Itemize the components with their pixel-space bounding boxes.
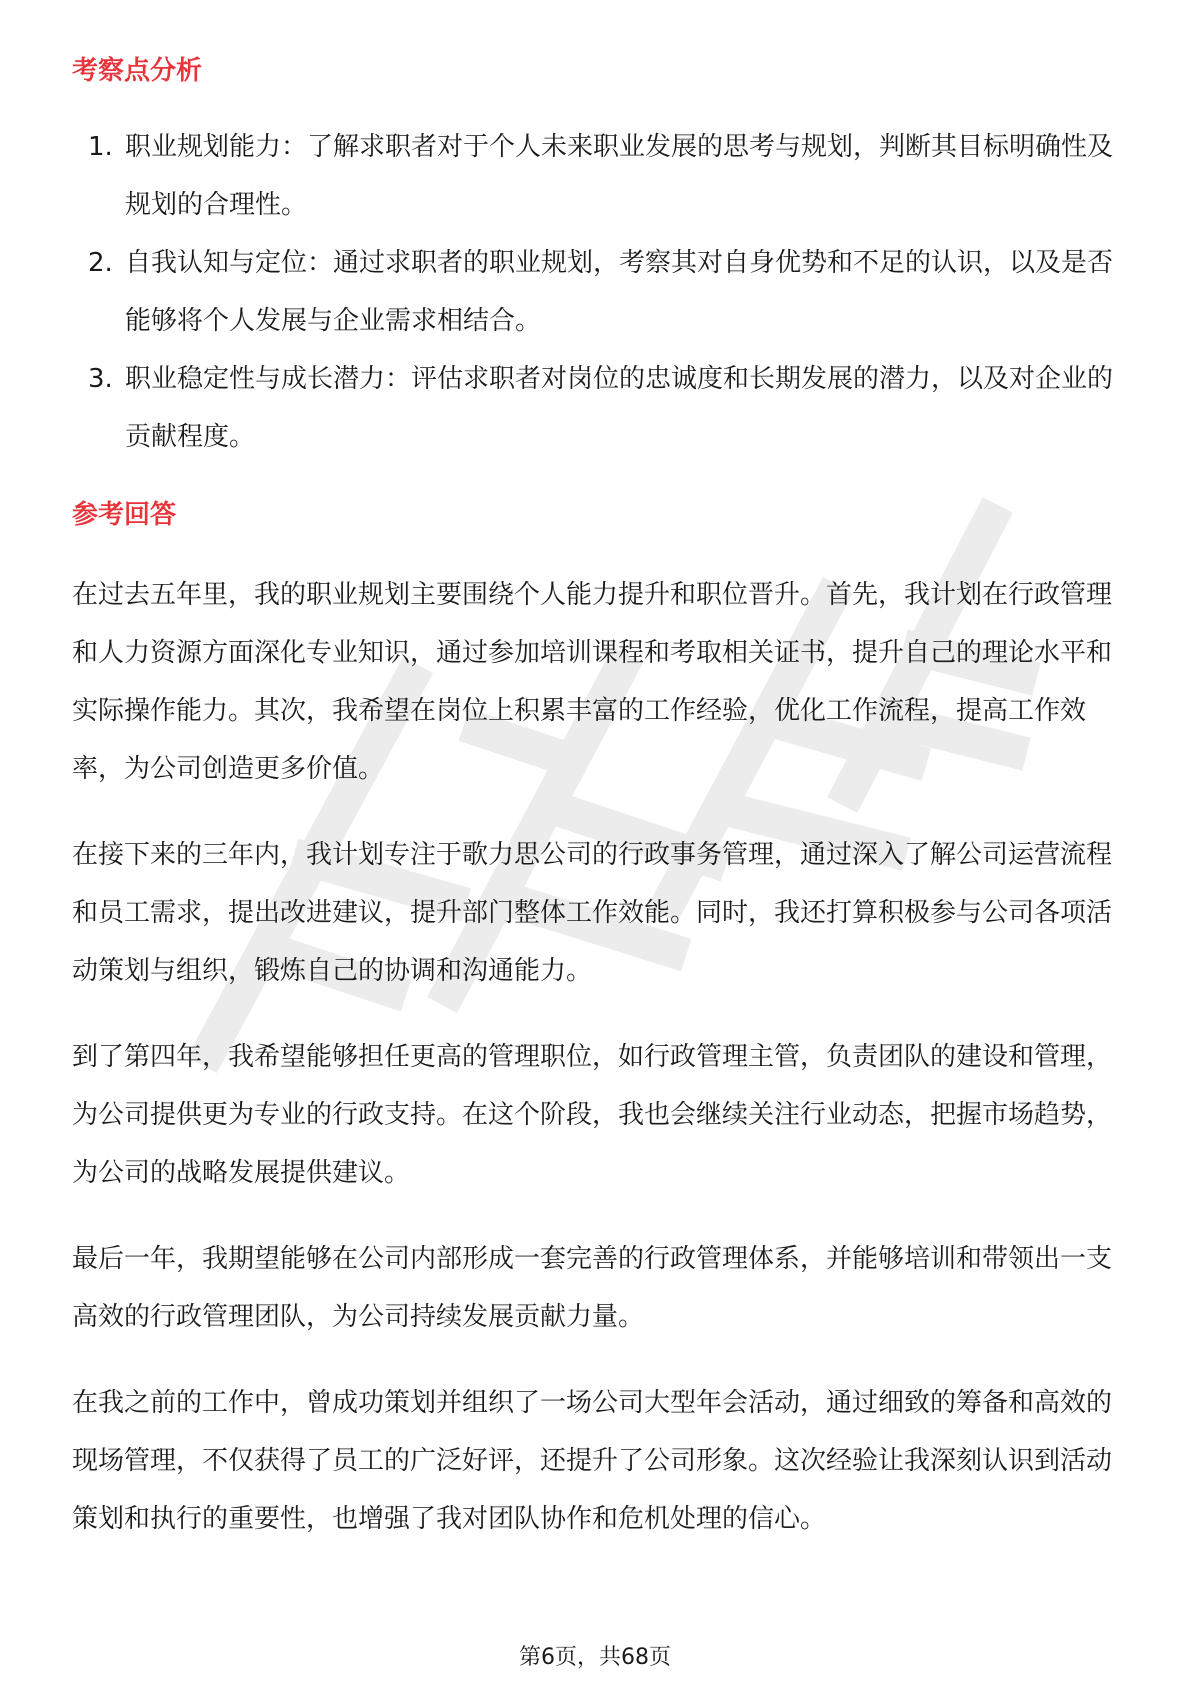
list-item-text: 自我认知与定位：通过求职者的职业规划，考察其对自身优势和不足的认识，以及是否能够将个人发展与企业需求相结合。 bbox=[125, 248, 1114, 336]
answer-paragraph: 到了第四年，我希望能够担任更高的管理职位，如行政管理主管，负责团队的建设和管理，为公司提供更为专业的行政支持。在这个阶段，我也会继续关注行业动态，把握市场趋势，为公司的战略发展提供建议。 bbox=[72, 1042, 1113, 1188]
answer-paragraph: 在接下来的三年内，我计划专注于歌力思公司的行政事务管理，通过深入了解公司运营流程和员工需求，提出改进建议，提升部门整体工作效能。同时，我还打算积极参与公司各项活动策划与组织，锻炼自己的协调和沟通能力。 bbox=[72, 840, 1113, 986]
answer-paragraph: 最后一年，我期望能够在公司内部形成一套完善的行政管理体系，并能够培训和带领出一支高效的行政管理团队，为公司持续发展贡献力量。 bbox=[72, 1244, 1113, 1332]
list-item bbox=[72, 118, 1118, 234]
answer-paragraph: 在我之前的工作中，曾成功策划并组织了一场公司大型年会活动，通过细致的筹备和高效的现场管理，不仅获得了员工的广泛好评，还提升了公司形象。这次经验让我深刻认识到活动策划和执行的重要性，也增强了我对团队协作和危机处理的信心。 bbox=[72, 1388, 1113, 1534]
list-item-number: 1. bbox=[88, 132, 113, 162]
answer-body bbox=[72, 566, 1118, 1548]
list-item bbox=[72, 350, 1118, 466]
list-item bbox=[72, 234, 1118, 350]
page-number: 第6页，共68页 bbox=[519, 1645, 671, 1670]
list-item-text: 职业规划能力：了解求职者对于个人未来职业发展的思考与规划，判断其目标明确性及规划的合理性。 bbox=[125, 132, 1114, 220]
answer-paragraph: 在过去五年里，我的职业规划主要围绕个人能力提升和职位晋升。首先，我计划在行政管理和人力资源方面深化专业知识，通过参加培训课程和考取相关证书，提升自己的理论水平和实际操作能力。其次，我希望在岗位上积累丰富的工作经验，优化工作流程，提高工作效率，为公司创造更多价值。 bbox=[72, 580, 1113, 784]
list-item-text: 职业稳定性与成长潜力：评估求职者对岗位的忠诚度和长期发展的潜力，以及对企业的贡献程度。 bbox=[125, 364, 1114, 452]
analysis-list bbox=[72, 118, 1118, 466]
section-title-answer: 参考回答 bbox=[72, 500, 177, 530]
list-item-number: 3. bbox=[88, 364, 113, 394]
document-page bbox=[72, 40, 1118, 1548]
section-title-analysis: 考察点分析 bbox=[72, 56, 203, 86]
list-item-number: 2. bbox=[88, 248, 113, 278]
